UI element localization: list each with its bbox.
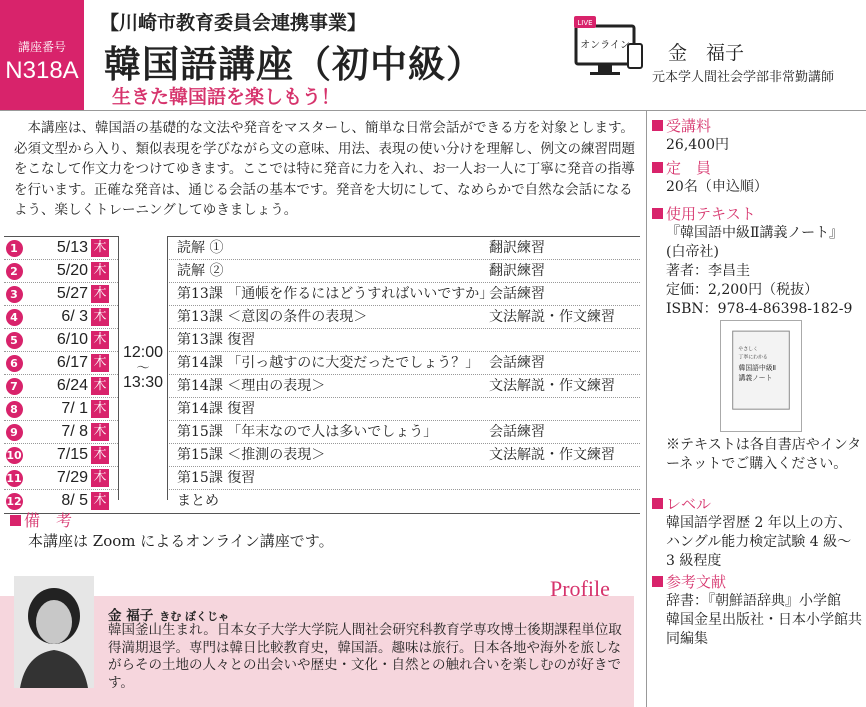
schedule-row [4,490,640,513]
time-start: 12:00 [122,344,164,361]
notes-heading: 備 考 [10,508,72,531]
schedule-row [4,398,640,421]
session-topic: 第14課 ＜理由の表現＞ [177,378,326,394]
session-topic: まとめ [177,493,219,509]
schedule-table [4,236,640,514]
session-weekday: 木 [91,423,109,441]
time-separator: 〜 [136,360,150,375]
session-method: 翻訳練習 [489,240,545,256]
session-weekday: 木 [91,239,109,257]
organization-line: 【川崎市教育委員会連携事業】 [100,12,367,34]
schedule-row [4,467,640,490]
profile-bio: 韓国釜山生まれ。日本女子大学大学院人間社会研究科教育学専攻博士後期課程単位取得満期退学。専門は韓日比較教育史，韓国語。趣味は旅行。日本各地や海外を旅しながらその土地の人々との出会いや歴史・文化・自然との触れ合いを楽しむのが好きです。 [108,622,622,691]
instructor-name: 金 福子 [668,42,745,64]
schedule-row [4,306,640,329]
session-weekday: 木 [91,446,109,464]
session-number: 11 [6,471,22,485]
profile-name: 金 福子 きむ ぼくじゃ [108,608,230,624]
schedule-row [4,444,640,467]
course-title: 韓国語講座（初中級） [104,42,484,86]
online-label: オンライン [580,40,630,51]
session-weekday: 木 [91,285,109,303]
session-topic: 第13課 復習 [177,332,256,348]
session-number: 2 [6,263,23,280]
sidebar-references [652,572,864,649]
schedule-row [4,260,640,283]
level-heading: レベル [652,494,864,514]
textbook-heading: 使用テキスト [652,204,864,224]
profile-label: Profile [550,576,610,601]
session-number: 12 [6,495,22,508]
sidebar-fee [652,116,864,155]
schedule-row [4,237,640,260]
session-method: 文法解説・作文練習 [489,447,615,463]
session-weekday: 木 [91,400,109,418]
session-topic: 第15課 「年末なので人は多いでしょう」 [177,424,438,440]
session-date: 7/29 [56,469,88,486]
session-method: 会話練習 [489,286,545,302]
sidebar-capacity [652,158,864,197]
session-date: 6/10 [56,331,88,348]
svg-text:講義ノート: 講義ノート [738,373,773,382]
session-weekday: 木 [91,469,109,487]
sidebar-divider [646,110,647,707]
session-date: 8/ 5 [61,492,88,509]
fee-value: 26,400円 [666,137,729,153]
session-method [489,490,639,513]
session-date: 7/ 8 [61,423,88,440]
schedule-row [4,329,640,352]
session-date: 6/17 [56,354,88,371]
session-date: 6/ 3 [61,308,88,325]
textbook-line: 『韓国語中級Ⅱ講義ノート』 [666,225,844,241]
svg-text:韓国語中級Ⅱ: 韓国語中級Ⅱ [738,364,776,373]
session-method [489,398,639,420]
schedule-row [4,352,640,375]
session-topic: 第15課 ＜推測の表現＞ [177,447,326,463]
session-number: 9 [6,424,23,441]
course-subtitle: 生きた韓国語を楽しもう！ [112,86,341,108]
header-divider [0,110,866,111]
fee-heading: 受講料 [652,116,864,136]
references-value: 辞書：『朝鮮語辞典』小学館 韓国金星出版社・日本小学館共同編集 [666,593,862,647]
time-end: 13:30 [122,374,164,391]
svg-text:丁寧にわかる: 丁寧にわかる [738,354,768,361]
session-number: 6 [6,355,23,372]
notes-text: 本講座は Zoom によるオンライン講座です。 [28,532,334,550]
session-date: 7/15 [56,446,88,463]
session-topic: 読解 ② [177,263,224,279]
textbook-note: ※テキストは各自書店やインターネットでご購入ください。 [666,437,862,472]
session-number: 10 [6,448,22,462]
session-number: 8 [6,401,23,418]
session-number: 5 [6,332,23,349]
session-number: 1 [6,240,23,257]
course-code-box [0,0,84,110]
session-weekday: 木 [91,308,109,326]
course-description: 本講座は、韓国語の基礎的な文法や発音をマスターし、簡単な日常会話ができる方を対象とします。必須文型から入り、類似表現を学びながら文の意味、用法、表現の使い分けを理解し、例文の練習問題をこなして作文力をつけてゆきます。ここでは特に発音に力を入れ、お一人お一人に丁寧に発音の指導を行います。正確な発音は、通じる会話の基本です。発音を大切にして、なめらかで自然な会話になるよう、楽しくトレーニングしてゆきましょう。 [14,120,635,218]
session-method [489,467,639,489]
session-method: 翻訳練習 [489,263,545,279]
textbook-line: (白帝社) [666,244,719,260]
session-method [489,329,639,351]
svg-text:やさしく: やさしく [738,346,759,353]
profile-kana: きむ ぼくじゃ [159,610,230,623]
session-weekday: 木 [91,262,109,280]
session-method: 文法解説・作文練習 [489,309,615,325]
session-topic: 第13課 「通帳を作るにはどうすればいいですか」 [177,286,494,302]
instructor-title: 元本学人間社会学部非常勤講師 [652,70,835,85]
session-weekday: 木 [91,354,109,372]
session-weekday: 木 [91,377,109,395]
schedule-row [4,375,640,398]
session-weekday: 木 [91,492,109,510]
textbook-cover [720,320,802,432]
session-topic: 第13課 ＜意図の条件の表現＞ [177,309,368,325]
capacity-heading: 定 員 [652,158,864,178]
live-badge-text: LIVE [577,19,593,27]
session-date: 5/20 [56,262,88,279]
capacity-value: 20名（申込順） [666,179,768,195]
session-method: 文法解説・作文練習 [489,378,615,394]
textbook-line: 著者：李昌圭 [666,263,750,279]
session-topic: 読解 ① [177,240,224,256]
level-value: 韓国語学習歴 2 年以上の方、ハングル能力検定試験 4 級〜 3 級程度 [666,515,852,569]
session-weekday: 木 [91,331,109,349]
session-number: 4 [6,309,23,326]
session-topic: 第14課 「引っ越すのに大変だったでしょう？」 [177,355,480,371]
sidebar-textbook [652,204,864,319]
schedule-row [4,283,640,306]
course-code: N318A [5,57,79,84]
references-heading: 参考文献 [652,572,864,592]
textbook-line: ISBN：978-4-86398-182-9 [666,301,853,317]
textbook-line: 定価：2,200円（税抜） [666,282,819,298]
textbook-note-block [652,436,864,474]
session-topic: 第14課 復習 [177,401,256,417]
time-range [118,236,168,500]
schedule-row [4,421,640,444]
session-method: 会話練習 [489,424,545,440]
sidebar-level [652,494,864,571]
session-topic: 第15課 復習 [177,470,256,486]
instructor-photo [14,576,94,688]
session-date: 5/27 [56,285,88,302]
session-number: 3 [6,286,23,303]
online-monitor-icon [572,14,646,78]
session-date: 5/13 [56,239,88,256]
course-code-label: 講座番号 [17,40,66,54]
session-number: 7 [6,378,23,395]
session-date: 6/24 [56,377,88,394]
session-date: 7/ 1 [61,400,88,417]
session-method: 会話練習 [489,355,545,371]
